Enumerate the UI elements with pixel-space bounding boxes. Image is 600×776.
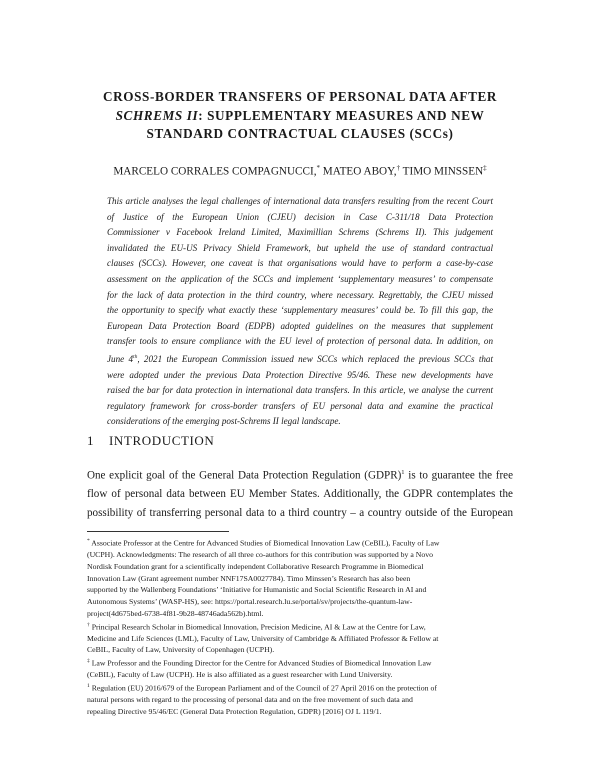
abstract-line-start: June 4 bbox=[107, 353, 134, 364]
abstract-line: European Data Protection Board (EDPB) adopted guidelines on the measures that supplement bbox=[107, 320, 493, 331]
section-title: INTRODUCTION bbox=[109, 433, 215, 448]
author-list bbox=[60, 164, 540, 178]
footnote-line: ‡ Law Professor and the Founding Director for the Centre for Advanced Studies of Biomedical Innovation Law bbox=[87, 658, 432, 668]
th-superscript: th bbox=[133, 353, 138, 360]
abstract-line: the opportunity to specify what exactly these ‘supplementary measures’ could be. To fill this gap, the bbox=[107, 305, 493, 316]
abstract bbox=[107, 194, 493, 430]
footnote-line: CeBIL, Faculty of Law, University of Copenhagen (UCPH). bbox=[87, 645, 275, 655]
title-line-2 bbox=[70, 107, 530, 126]
footnote-mark: † bbox=[87, 621, 90, 628]
footnote-line: project(4d675bed-6738-4f81-9b28-48746ada562b).html. bbox=[87, 608, 264, 618]
abstract-line: regulatory framework for cross-border transfers of EU personal data and examine the practical bbox=[107, 400, 493, 411]
abstract-line: This article analyses the legal challenges of international data transfers resulting from the recent Court bbox=[107, 196, 493, 206]
author-3-mark: ‡ bbox=[483, 164, 487, 172]
footnote-line: supported by the Wallenberg Foundations’ ‘Initiative for Humanistic and Social Scientific Research in AI and bbox=[87, 585, 427, 595]
title-italic-schrems: SCHREMS II bbox=[115, 107, 199, 123]
footnote-line: (UCPH). Acknowledgments: The research of all three co-authors for this contribution was supported by a Novo bbox=[87, 550, 433, 560]
author-2: MATEO ABOY, bbox=[322, 165, 397, 178]
abstract-line: of Justice of the European Union (CJEU) decision in Case C-311/18 Data Protection bbox=[107, 211, 493, 222]
abstract-line: transfer tools to ensure compliance with the EU level of protection of personal data. In addition, on bbox=[107, 336, 493, 347]
abstract-line: raised the bar for data protection in international data transfers. In this article, we analyse the current bbox=[107, 385, 493, 396]
footnote-line: (CeBIL), Faculty of Law (UCPH). He is also affiliated as a guest researcher with Lund University. bbox=[87, 670, 393, 680]
abstract-line: invalidated the EU-US Privacy Shield Framework, but upheld the use of standard contractual bbox=[107, 242, 493, 253]
footnote-mark: ‡ bbox=[87, 658, 90, 665]
abstract-line: Commissioner v Facebook Ireland Limited, Maximillian Schrems (Schrems II). This judgement bbox=[107, 227, 493, 238]
intro-line bbox=[87, 464, 513, 485]
abstract-line: assessment on the application of the SCCs and implement ‘supplementary measures’ to compensate bbox=[107, 273, 493, 284]
abstract-line bbox=[107, 350, 493, 368]
introduction-paragraph bbox=[87, 464, 513, 523]
section-heading-introduction bbox=[87, 433, 214, 449]
author-1-mark: * bbox=[316, 164, 320, 172]
footnote-line: natural persons with regard to the processing of personal data and on the free movement of such data and bbox=[87, 695, 413, 705]
abstract-line: for the lack of data protection in the third country, where necessary. Regrettably, the CJEU missed bbox=[107, 289, 493, 300]
footnote-line: Autonomous Systems’ (WASP-HS), see: https://portal.research.lu.se/portal/sv/projects/the-quantum-law- bbox=[87, 597, 413, 607]
intro-line-1-start: One explicit goal of the General Data Protection Regulation (GDPR) bbox=[87, 469, 402, 482]
footnote-line: Nordisk Foundation grant for a scientifically independent Collaborative Research Programme in Biomedical bbox=[87, 561, 424, 571]
footnote-ref-1: 1 bbox=[401, 469, 405, 476]
title-line-1: CROSS-BORDER TRANSFERS OF PERSONAL DATA AFTER bbox=[103, 89, 497, 104]
abstract-line: were adopted under the previous Data Protection Directive 95/46. These new developments have bbox=[107, 369, 493, 380]
title-line-2-rest: : SUPPLEMENTARY MEASURES AND NEW bbox=[198, 107, 485, 123]
footnote-line: repealing Directive 95/46/EC (General Data Protection Regulation, GDPR) [2016] OJ L 119/1. bbox=[87, 707, 382, 717]
footnote-line: * Associate Professor at the Centre for Advanced Studies of Biomedical Innovation Law (CeBIL), Faculty of Law bbox=[87, 538, 440, 548]
intro-line: flow of personal data between EU Member States. Additionally, the GDPR contemplates the bbox=[87, 488, 513, 501]
abstract-line-end: , 2021 the European Commission issued new SCCs which replaced the previous SCCs that bbox=[137, 353, 493, 364]
footnote-line: Medicine and Life Sciences (LML), Faculty of Law, University of Cambridge & Affiliated Professor & Fellow at bbox=[87, 633, 439, 643]
footnote-line: † Principal Research Scholar in Biomedical Innovation, Precision Medicine, AI & Law at the Centre for Law, bbox=[87, 621, 426, 632]
footnote-mark: 1 bbox=[87, 683, 90, 690]
intro-line-1-end: is to guarantee the free bbox=[404, 469, 513, 482]
author-3: TIMO MINSSEN bbox=[402, 165, 484, 178]
intro-line: possibility of transferring personal data to a third country – a country outside of the European bbox=[87, 507, 513, 520]
footnotes bbox=[87, 536, 513, 718]
footnote-line: $^1$ Regulation (EU) 2016/679 of the European Parliament and of the Council of 27 April 2016 on the protection of bbox=[87, 683, 437, 693]
paper-title bbox=[70, 88, 530, 144]
abstract-line: clauses (SCCs). However, one caveat is that organisations would have to perform a case-by-case bbox=[107, 258, 493, 269]
abstract-line: considerations of the emerging post-Schrems II legal landscape. bbox=[107, 416, 341, 427]
section-number: 1 bbox=[87, 433, 95, 448]
footnote-line: Innovation Law (Grant agreement number NNF17SA0027784). Timo Minssen’s Research has also been bbox=[87, 573, 411, 583]
author-2-mark: † bbox=[396, 164, 401, 172]
author-1: MARCELO CORRALES COMPAGNUCCI, bbox=[113, 165, 317, 178]
footnote-mark: * bbox=[87, 538, 90, 544]
footnote-divider bbox=[87, 531, 229, 532]
title-line-3: STANDARD CONTRACTUAL CLAUSES (SCCs) bbox=[146, 126, 454, 141]
